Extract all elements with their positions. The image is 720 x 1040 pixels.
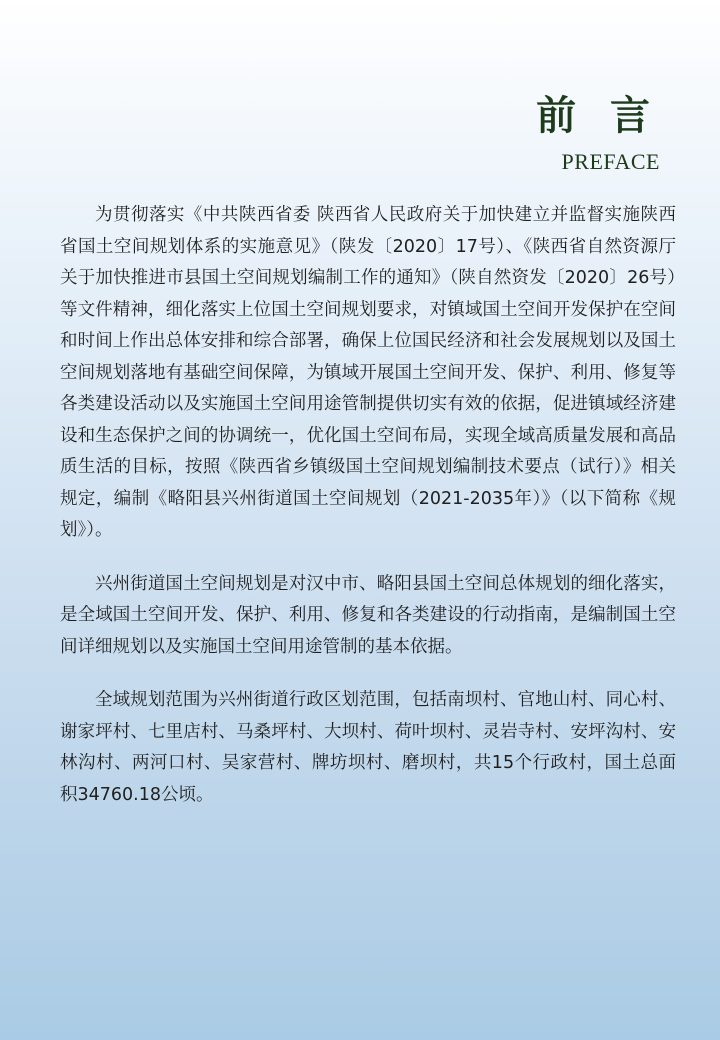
preface-body: [60, 200, 676, 833]
page-title: 前 言: [536, 92, 660, 139]
paragraph-role: 兴州街道国土空间规划是对汉中市、略阳县国土空间总体规划的细化落实，是全域国土空间开发、保护、利用、修复和各类建设的行动指南，是编制国土空间详细规划以及实施国土空间用途管制的基本依据。: [60, 573, 676, 657]
paragraph-scope: 全域规划范围为兴州街道行政区划范围，包括南坝村、官地山村、同心村、谢家坪村、七里店村、马桑坪村、大坝村、荷叶坝村、灵岩寺村、安坪沟村、安林沟村、两河口村、吴家营村、牌坊坝村、磨坝村，共15个行政村，国土总面积34760.18公顷。: [60, 690, 676, 805]
page-subtitle: PREFACE: [561, 149, 660, 174]
paragraph-purpose: 为贯彻落实《中共陕西省委 陕西省人民政府关于加快建立并监督实施陕西省国土空间规划体系的实施意见》（陕发〔2020〕17号）、《陕西省自然资源厅关于加快推进市县国土空间规划编制工作的通知》（陕自然资发〔2020〕26号）等文件精神，细化落实上位国土空间规划要求，对镇域国土空间开发保护在空间和时间上作出总体安排和综合部署，确保上位国民经济和社会发展规划以及国土空间规划落地有基础空间保障，为镇域开展国土空间开发、保护、利用、修复等各类建设活动以及实施国土空间用途管制提供切实有效的依据，促进镇域经济建设和生态保护之间的协调统一，优化国土空间布局，实现全域高质量发展和高品质生活的目标，按照《陕西省乡镇级国土空间规划编制技术要点（试行）》相关规定，编制《略阳县兴州街道国土空间规划（2021-2035年）》（以下简称《规划》）。: [60, 205, 676, 540]
